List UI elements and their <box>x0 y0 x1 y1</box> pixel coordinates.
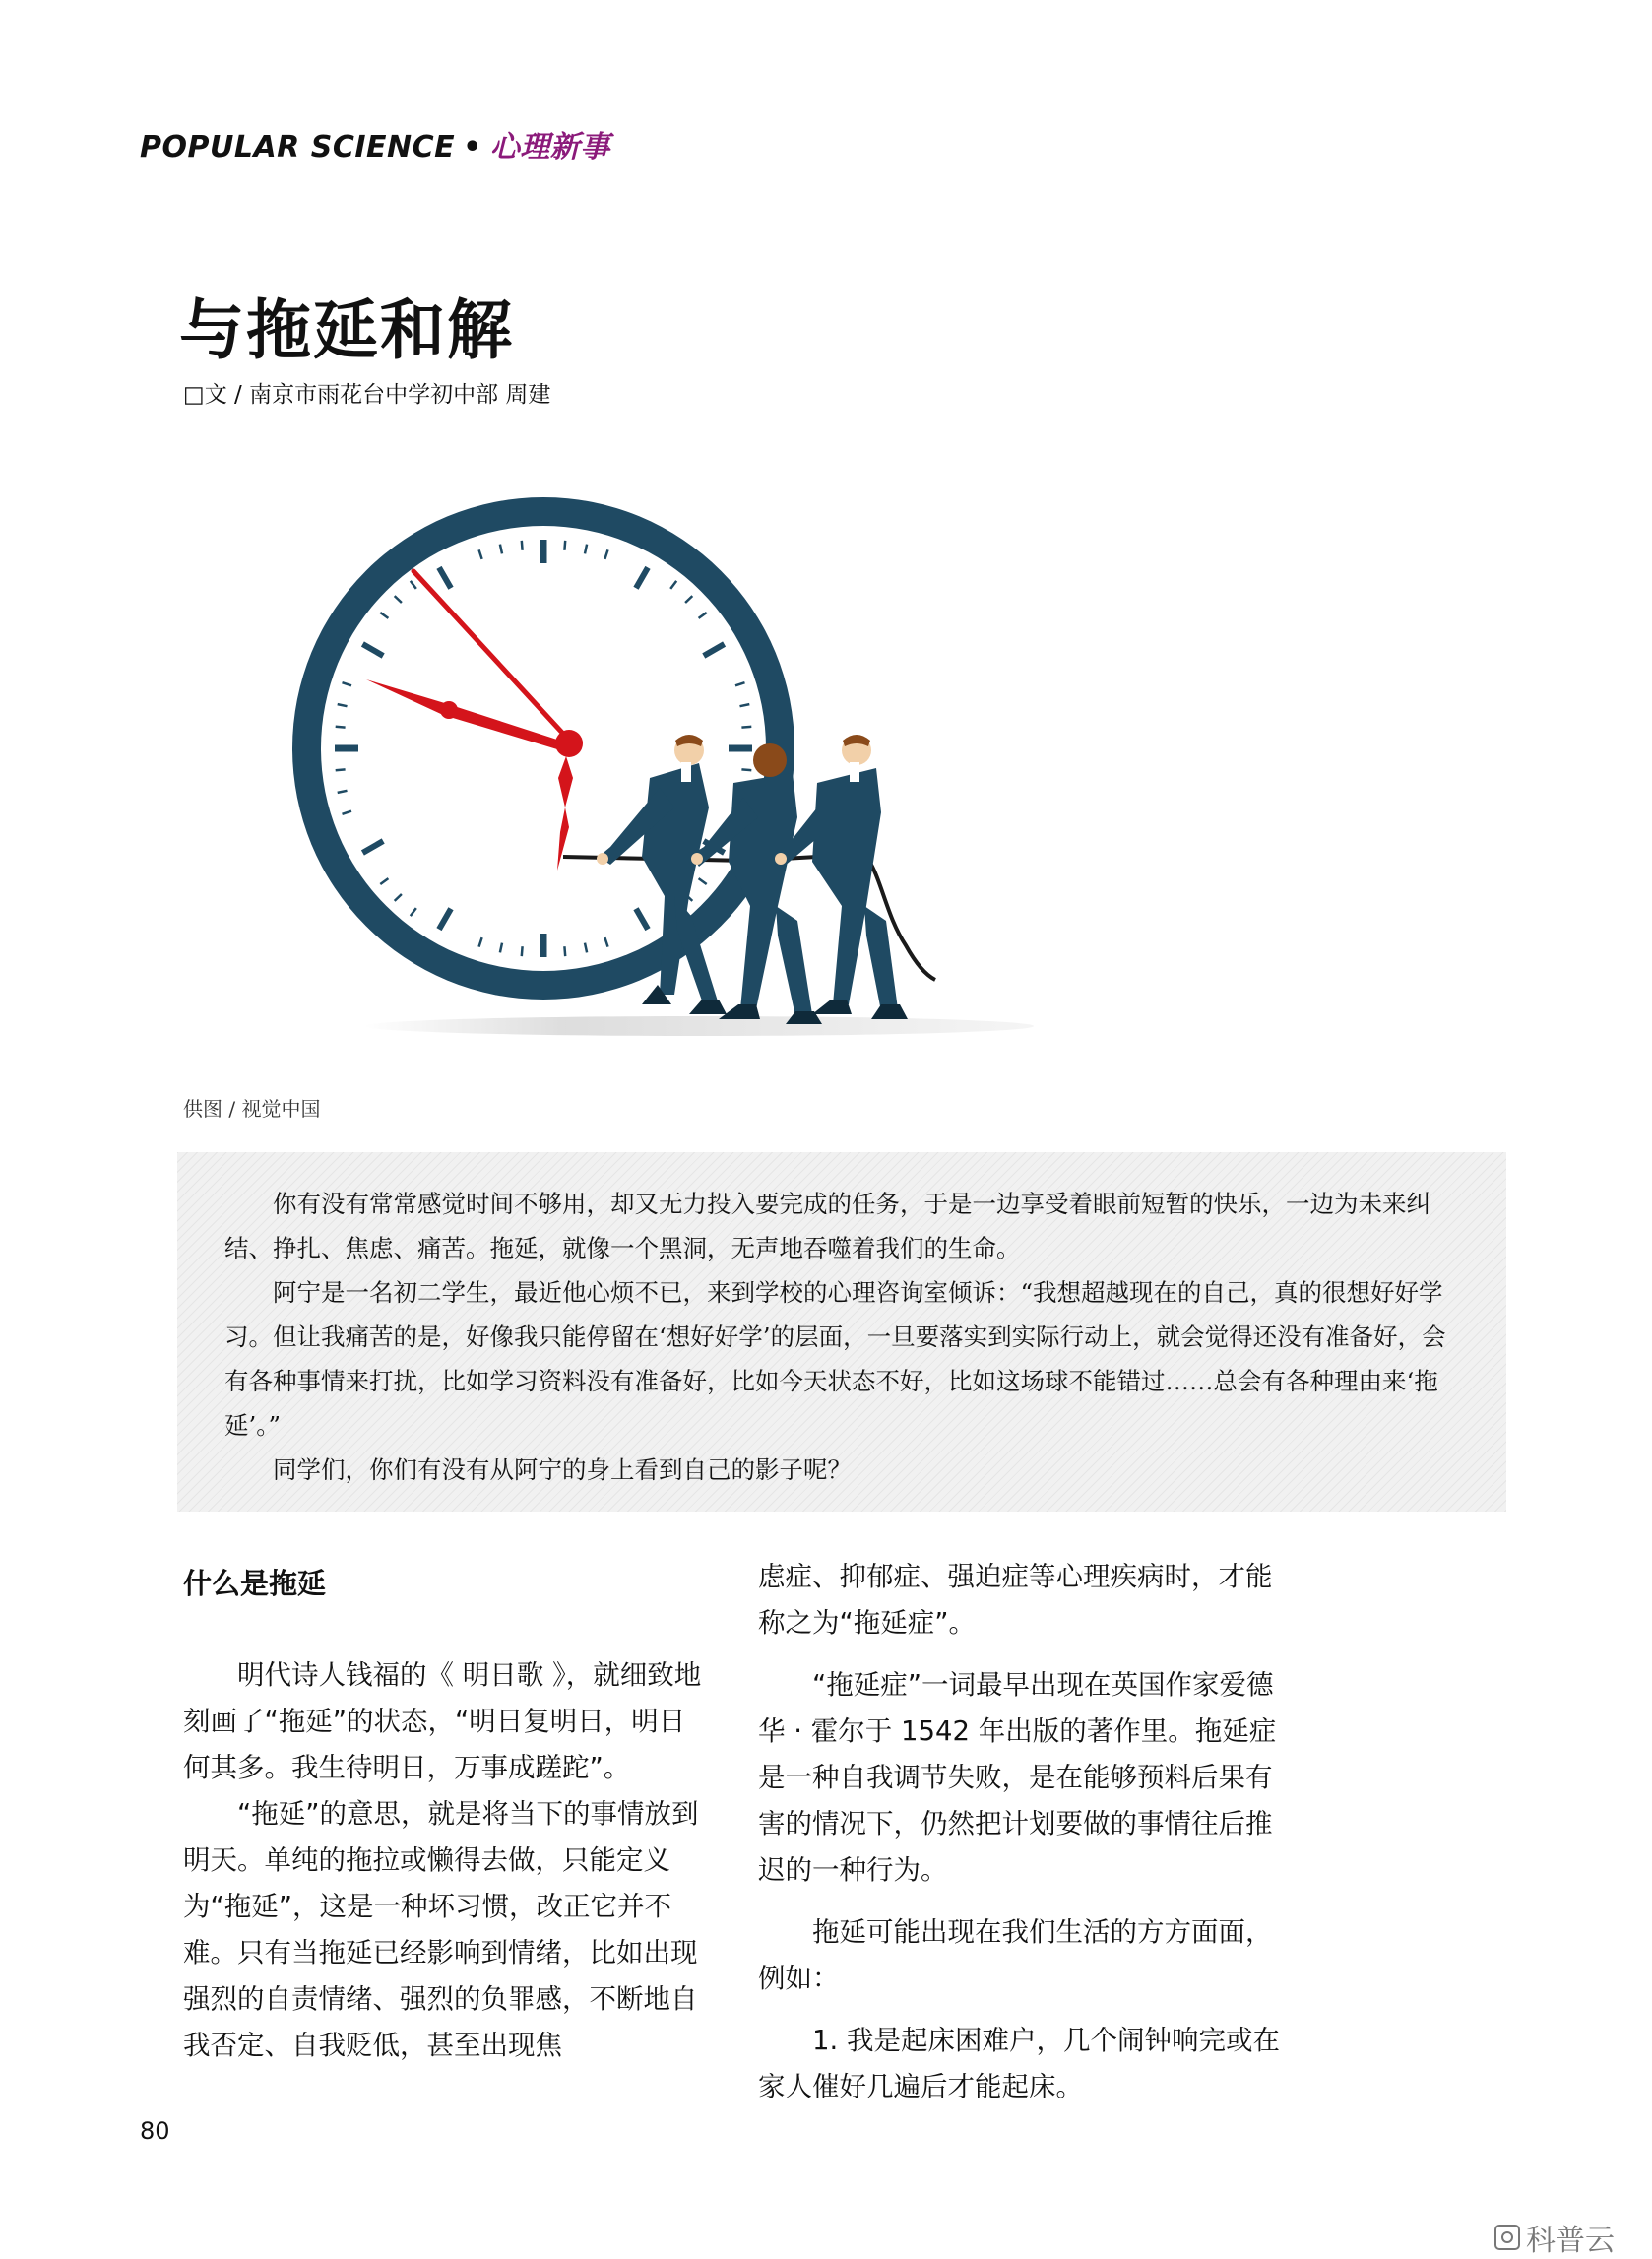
header-column-name: 心理新事 <box>489 130 610 164</box>
intro-paragraph: 同学们，你们有没有从阿宁的身上看到自己的影子呢？ <box>273 1455 852 1484</box>
body-paragraph: “拖延症”一词最早出现在英国作家爱德华 · 霍尔于 1542 年出版的著作里。拖延症是一种自我调节失败，是在能够预料后果有害的情况下，仍然把计划要做的事情往后推迟的一种行为。 <box>758 1669 1277 1886</box>
header-english: POPULAR SCIENCE <box>140 130 456 164</box>
right-column <box>758 1554 1280 2110</box>
intro-paragraph: 阿宁是一名初二学生，最近他心烦不已，来到学校的心理咨询室倾诉：“我想超越现在的自己，真的很想好好学习。但让我痛苦的是，好像我只能停留在‘想好好学’的层面，一旦要落实到实际行动上，就会觉得还没有准备好，会有各种事情来打扰，比如学习资料没有准备好，比如今天状态不好，比如这场球不能错过……总会有各种理由来‘拖延’。” <box>224 1278 1446 1440</box>
header-separator: • <box>463 130 482 164</box>
body-paragraph: 拖延可能出现在我们生活的方方面面，例如： <box>758 1916 1273 1994</box>
article-byline: □文 / 南京市雨花台中学初中部 周建 <box>183 382 551 408</box>
page-number: 80 <box>140 2117 170 2145</box>
left-column <box>183 1561 705 2069</box>
intro-box <box>177 1152 1506 1512</box>
kepuyun-logo-icon <box>1494 2225 1520 2250</box>
magazine-section-header <box>140 122 610 165</box>
section-heading: 什么是拖延 <box>183 1567 327 1600</box>
ground-shadow <box>364 1016 1034 1036</box>
list-item: 1. 我是起床困难户，几个闹钟响完或在家人催好几遍后才能起床。 <box>758 2025 1280 2102</box>
body-paragraph: 明代诗人钱福的《 明日歌 》，就细致地刻画了“拖延”的状态，“明日复明日，明日何其多。我生待明日，万事成蹉跎”。 <box>183 1659 702 1783</box>
logo-text: 科普云 <box>1526 2224 1615 2258</box>
body-paragraph-continuation: 虑症、抑郁症、强迫症等心理疾病时，才能称之为“拖延症”。 <box>758 1561 1273 1639</box>
publisher-logo <box>1494 2216 1615 2259</box>
image-credit: 供图 / 视觉中国 <box>183 1097 321 1121</box>
clock-tug-illustration <box>286 483 1231 1054</box>
body-paragraph: “拖延”的意思，就是将当下的事情放到明天。单纯的拖拉或懒得去做，只能定义为“拖延”，这是一种坏习惯，改正它并不难。只有当拖延已经影响到情绪，比如出现强烈的自责情绪、强烈的负罪感，不断地自我否定、自我贬低，甚至出现焦 <box>183 1798 699 2061</box>
clock-icon <box>292 497 794 1000</box>
article-title: 与拖延和解 <box>179 292 514 368</box>
intro-paragraph: 你有没有常常感觉时间不够用，却又无力投入要完成的任务，于是一边享受着眼前短暂的快乐，一边为未来纠结、挣扎、焦虑、痛苦。拖延，就像一个黑洞，无声地吞噬着我们的生命。 <box>224 1190 1430 1262</box>
